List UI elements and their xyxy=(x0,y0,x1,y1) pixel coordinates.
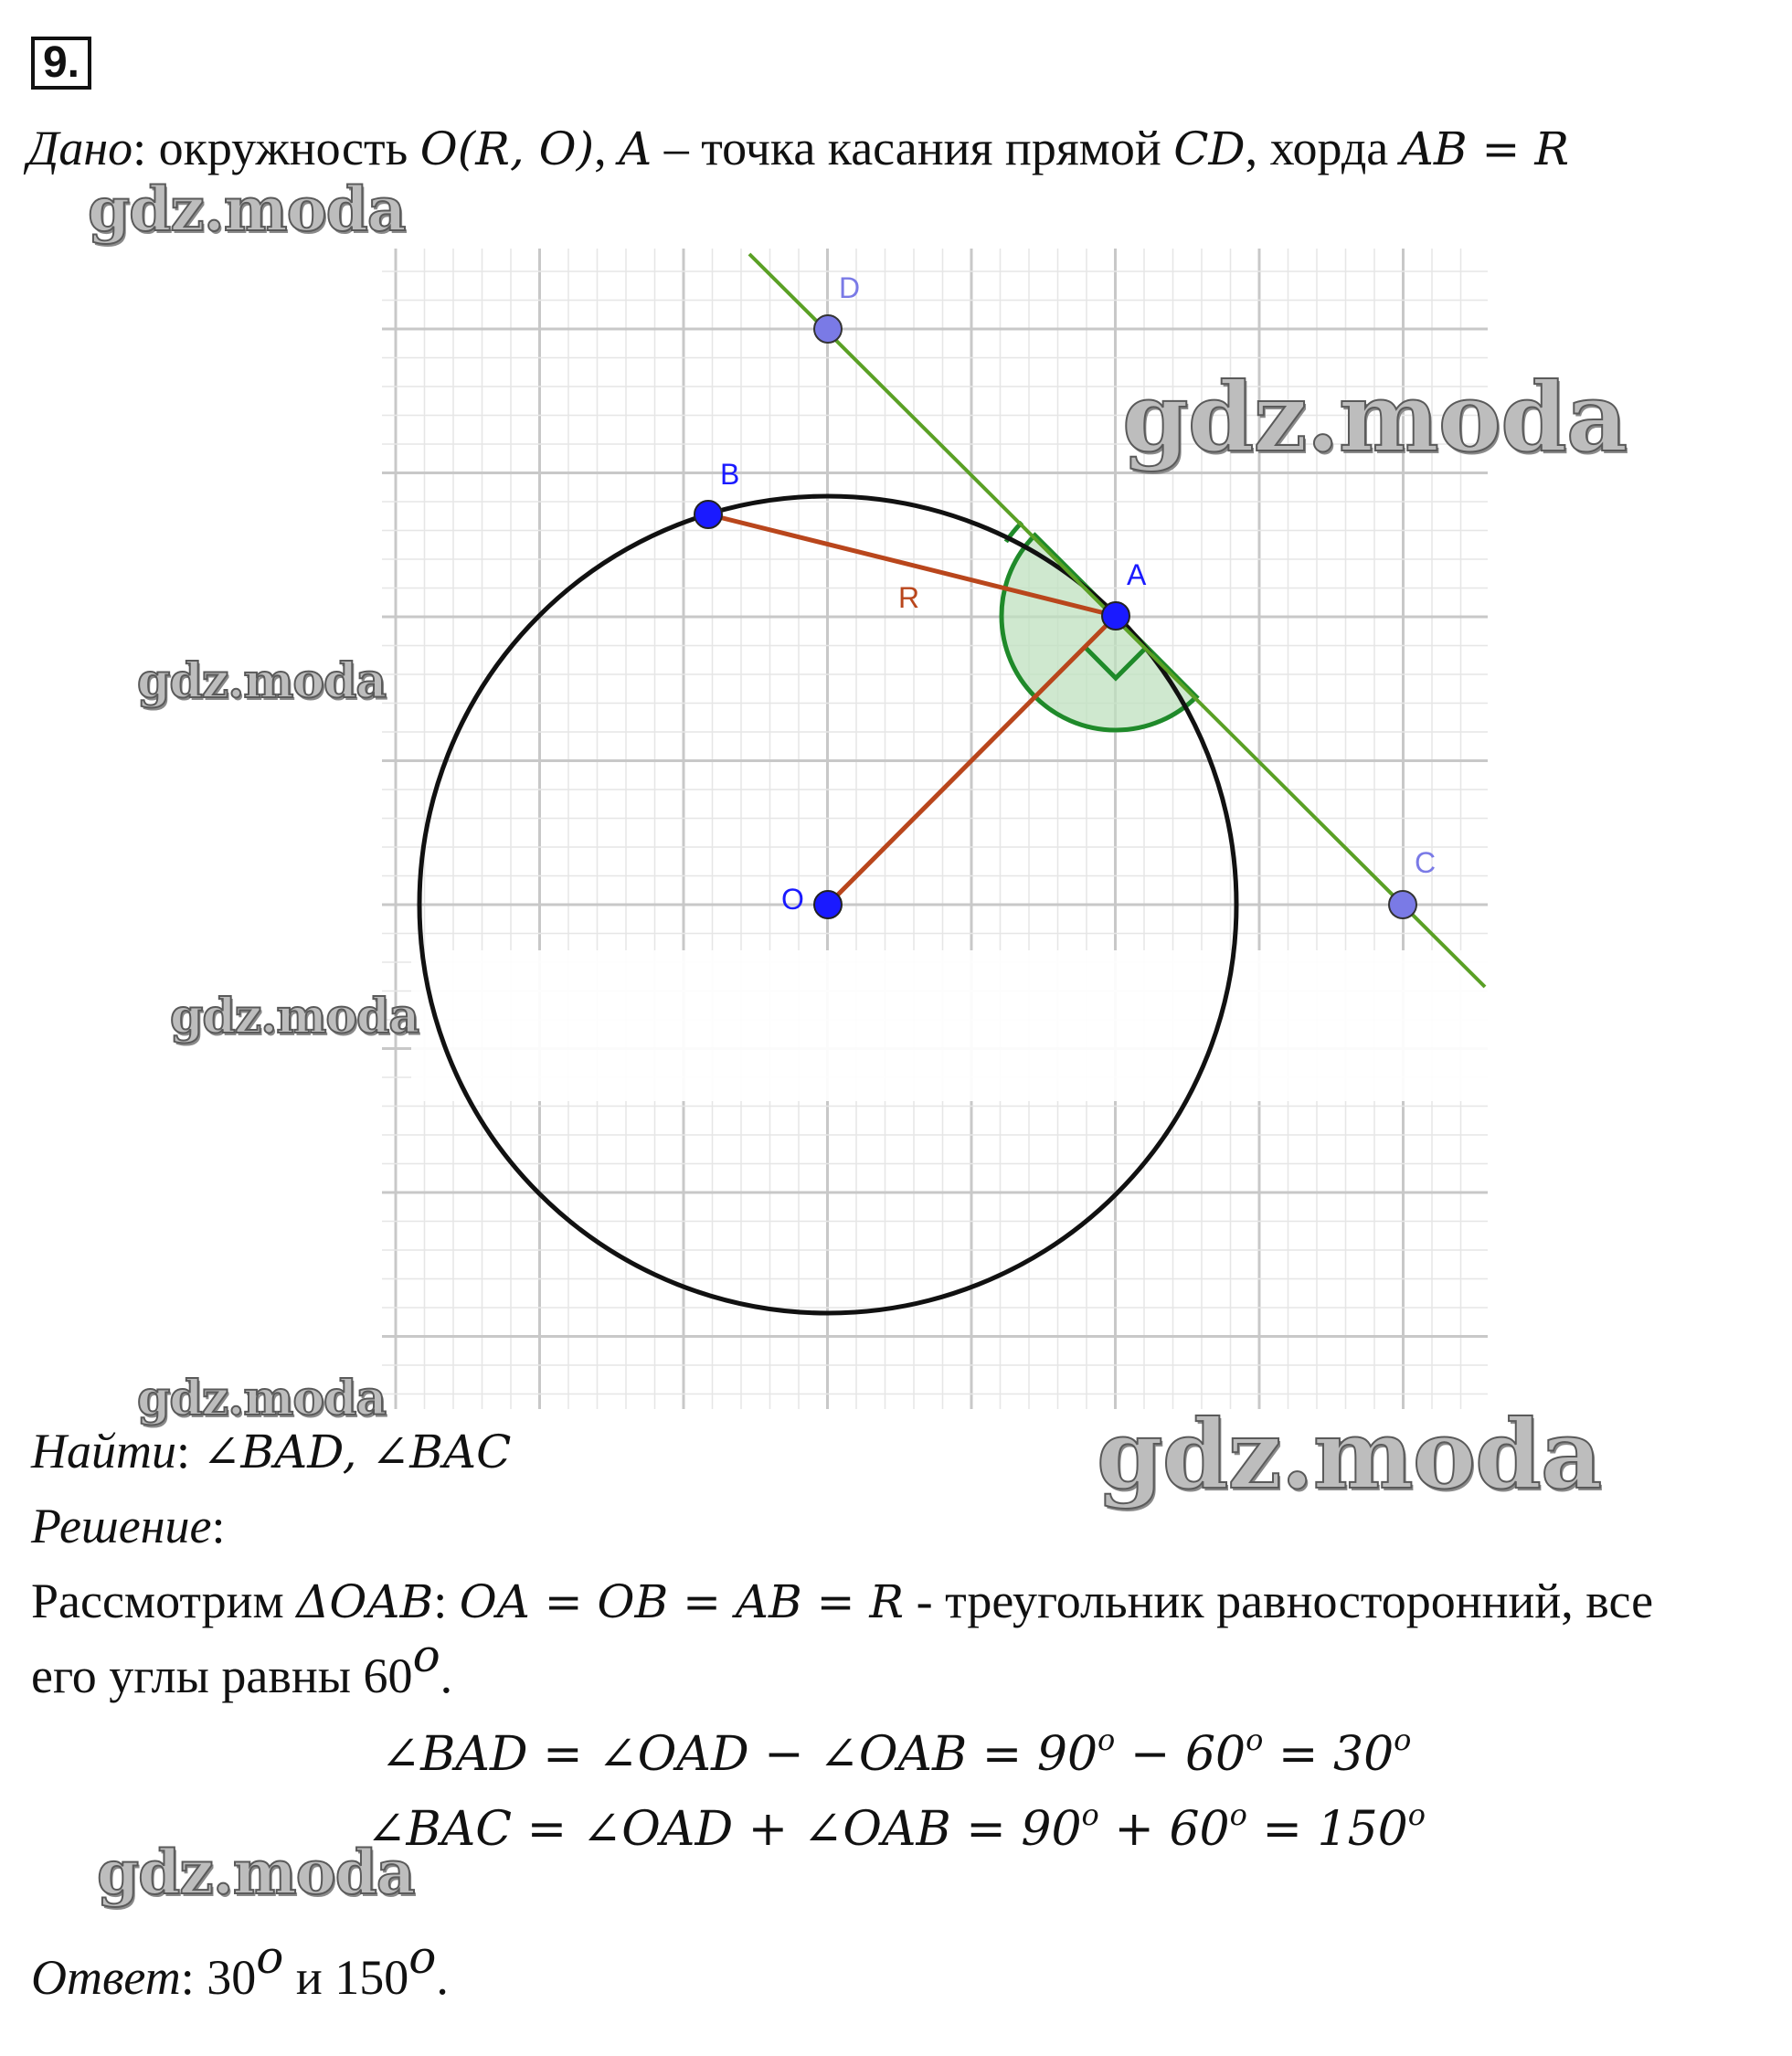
given-text-3: – точка касания прямой xyxy=(652,121,1174,175)
label-b: B xyxy=(720,458,740,491)
given-text-1: : окружность xyxy=(133,121,420,175)
watermark: gdz.moda xyxy=(1097,1398,1602,1510)
eq1-result: = 30 xyxy=(1263,1727,1394,1782)
solution-line2-end: . xyxy=(440,1648,453,1703)
degree-mark: o xyxy=(1097,1722,1116,1757)
label-r: R xyxy=(898,581,920,614)
find-angles: ∠BAD, ∠BAC xyxy=(202,1425,512,1478)
label-c: C xyxy=(1415,846,1437,879)
solution-text-2: : xyxy=(433,1574,460,1628)
point-b xyxy=(695,501,722,528)
find-label: Найти xyxy=(31,1424,176,1478)
equation-bad xyxy=(0,1722,1792,1784)
point-d xyxy=(814,315,842,343)
degree-mark: o xyxy=(412,1629,440,1682)
solution-line-1 xyxy=(31,1572,1653,1631)
watermark: gdz.moda xyxy=(137,653,387,709)
eq1-part: ∠BAD = ∠OAD − ∠OAB = 90 xyxy=(380,1727,1098,1782)
given-line-cd: CD xyxy=(1173,122,1246,175)
degree-mark: o xyxy=(408,1931,437,1984)
solution-triangle: ΔOAB xyxy=(296,1575,434,1628)
watermark: gdz.moda xyxy=(137,1371,387,1426)
point-o xyxy=(814,891,842,918)
given-text-2: , xyxy=(594,121,620,175)
degree-mark: o xyxy=(256,1931,284,1984)
find-text: : xyxy=(176,1424,203,1478)
watermark: gdz.moda xyxy=(1122,361,1628,473)
answer-and: и 150 xyxy=(283,1950,409,2005)
problem-number: 9. xyxy=(31,37,91,90)
label-o: O xyxy=(781,883,804,916)
solution-line-2 xyxy=(31,1629,453,1705)
eq2-mid: + 60 xyxy=(1098,1802,1230,1857)
answer-end: . xyxy=(436,1950,449,2005)
degree-mark: o xyxy=(1394,1722,1412,1757)
solution-text-1: Рассмотрим xyxy=(31,1574,297,1628)
answer-line xyxy=(31,1931,449,2007)
solution-heading xyxy=(31,1497,226,1555)
given-point-a: A xyxy=(619,122,652,175)
given-chord: AB = R xyxy=(1400,122,1569,175)
given-label: Дано xyxy=(27,121,133,175)
white-band xyxy=(411,950,1490,1101)
solution-equality: OA = OB = AB = R xyxy=(459,1575,905,1628)
watermark: gdz.moda xyxy=(88,174,406,245)
solution-colon: : xyxy=(211,1499,226,1553)
degree-mark: o xyxy=(1407,1796,1426,1832)
label-a: A xyxy=(1127,558,1147,591)
solution-label: Решение xyxy=(31,1499,212,1553)
degree-mark: o xyxy=(1246,1722,1264,1757)
watermark: gdz.moda xyxy=(170,989,419,1044)
given-text-4: , хорда xyxy=(1245,121,1401,175)
point-a xyxy=(1102,602,1129,630)
answer-label: Ответ xyxy=(31,1950,181,2005)
degree-mark: o xyxy=(1229,1796,1247,1832)
answer-text: : 30 xyxy=(180,1950,257,2005)
eq2-part: ∠BAC = ∠OAD + ∠OAB = 90 xyxy=(366,1802,1082,1857)
given-circle: O(R, O) xyxy=(419,122,595,175)
find-line xyxy=(31,1422,511,1481)
solution-line2-text: его углы равны 60 xyxy=(31,1648,413,1703)
eq1-mid: − 60 xyxy=(1115,1727,1246,1782)
degree-mark: o xyxy=(1081,1796,1099,1832)
watermark: gdz.moda xyxy=(97,1837,415,1908)
point-c xyxy=(1389,891,1416,918)
label-d: D xyxy=(839,271,861,304)
eq2-result: = 150 xyxy=(1246,1802,1408,1857)
solution-text-3: - треугольник равносторонний, все xyxy=(904,1574,1654,1628)
